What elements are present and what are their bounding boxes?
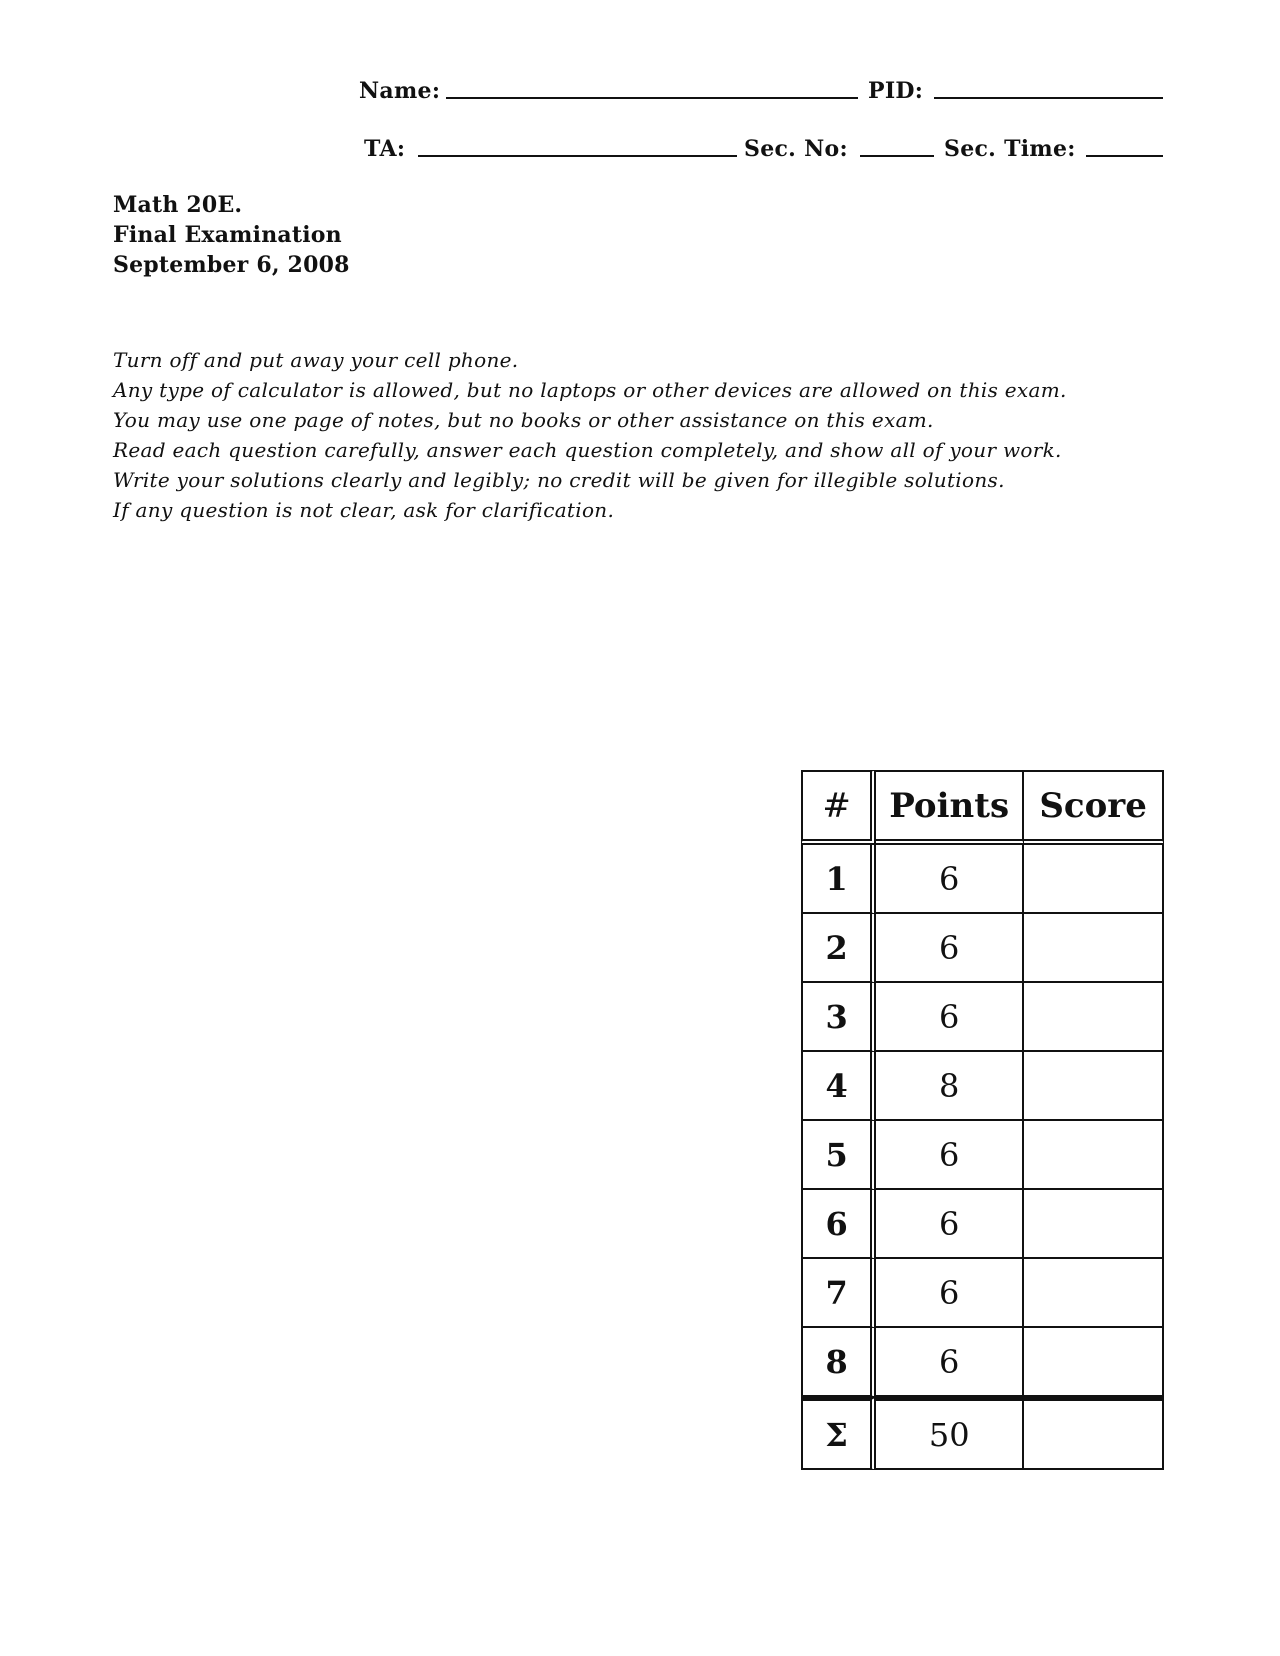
instruction-line: You may use one page of notes, but no books or other assistance on this exam. (113, 408, 934, 432)
sec-no-blank[interactable] (860, 155, 934, 157)
exam-name: Final Examination (113, 222, 342, 248)
course-title: Math 20E. (113, 192, 243, 218)
header-score: Score (1024, 770, 1164, 845)
question-number: 1 (801, 845, 876, 914)
ta-label: TA: (364, 136, 406, 162)
question-points: 6 (876, 1328, 1024, 1397)
instruction-line: Turn off and put away your cell phone. (113, 348, 519, 372)
question-score[interactable] (1024, 1259, 1164, 1328)
question-number: 2 (801, 914, 876, 983)
question-score[interactable] (1024, 914, 1164, 983)
sec-no-label: Sec. No: (744, 136, 848, 162)
question-score[interactable] (1024, 1121, 1164, 1190)
question-score[interactable] (1024, 845, 1164, 914)
question-points: 6 (876, 983, 1024, 1052)
score-table (801, 770, 1164, 1470)
total-row (801, 1397, 1164, 1470)
question-points: 6 (876, 845, 1024, 914)
table-row (801, 1328, 1164, 1397)
instruction-line: Read each question carefully, answer each question completely, and show all of your work. (113, 438, 1062, 462)
question-number: 7 (801, 1259, 876, 1328)
total-points: 50 (876, 1397, 1024, 1470)
instruction-line: Any type of calculator is allowed, but no laptops or other devices are allowed on this exam. (113, 378, 1067, 402)
table-row (801, 1259, 1164, 1328)
question-score[interactable] (1024, 1328, 1164, 1397)
score-table-header-row (801, 770, 1164, 845)
sec-time-blank[interactable] (1086, 155, 1163, 157)
table-row (801, 1052, 1164, 1121)
sum-symbol: Σ (801, 1397, 876, 1470)
table-row (801, 845, 1164, 914)
table-row (801, 914, 1164, 983)
table-row (801, 1121, 1164, 1190)
table-row (801, 1190, 1164, 1259)
question-points: 6 (876, 1190, 1024, 1259)
question-points: 6 (876, 1259, 1024, 1328)
sec-time-label: Sec. Time: (944, 136, 1076, 162)
exam-date: September 6, 2008 (113, 252, 350, 278)
name-label: Name: (359, 78, 441, 104)
header-points: Points (876, 770, 1024, 845)
table-row (801, 983, 1164, 1052)
name-blank[interactable] (446, 97, 858, 99)
question-points: 8 (876, 1052, 1024, 1121)
question-number: 8 (801, 1328, 876, 1397)
question-number: 3 (801, 983, 876, 1052)
question-points: 6 (876, 914, 1024, 983)
question-score[interactable] (1024, 983, 1164, 1052)
total-score[interactable] (1024, 1397, 1164, 1470)
pid-label: PID: (868, 78, 924, 104)
question-score[interactable] (1024, 1052, 1164, 1121)
instructions (113, 345, 1067, 525)
question-number: 6 (801, 1190, 876, 1259)
course-info (113, 190, 350, 280)
question-score[interactable] (1024, 1190, 1164, 1259)
question-number: 5 (801, 1121, 876, 1190)
instruction-line: Write your solutions clearly and legibly; no credit will be given for illegible solutions. (113, 468, 1005, 492)
pid-blank[interactable] (934, 97, 1163, 99)
ta-blank[interactable] (418, 155, 737, 157)
question-number: 4 (801, 1052, 876, 1121)
header-number: # (801, 770, 876, 845)
instruction-line: If any question is not clear, ask for clarification. (113, 498, 615, 522)
question-points: 6 (876, 1121, 1024, 1190)
